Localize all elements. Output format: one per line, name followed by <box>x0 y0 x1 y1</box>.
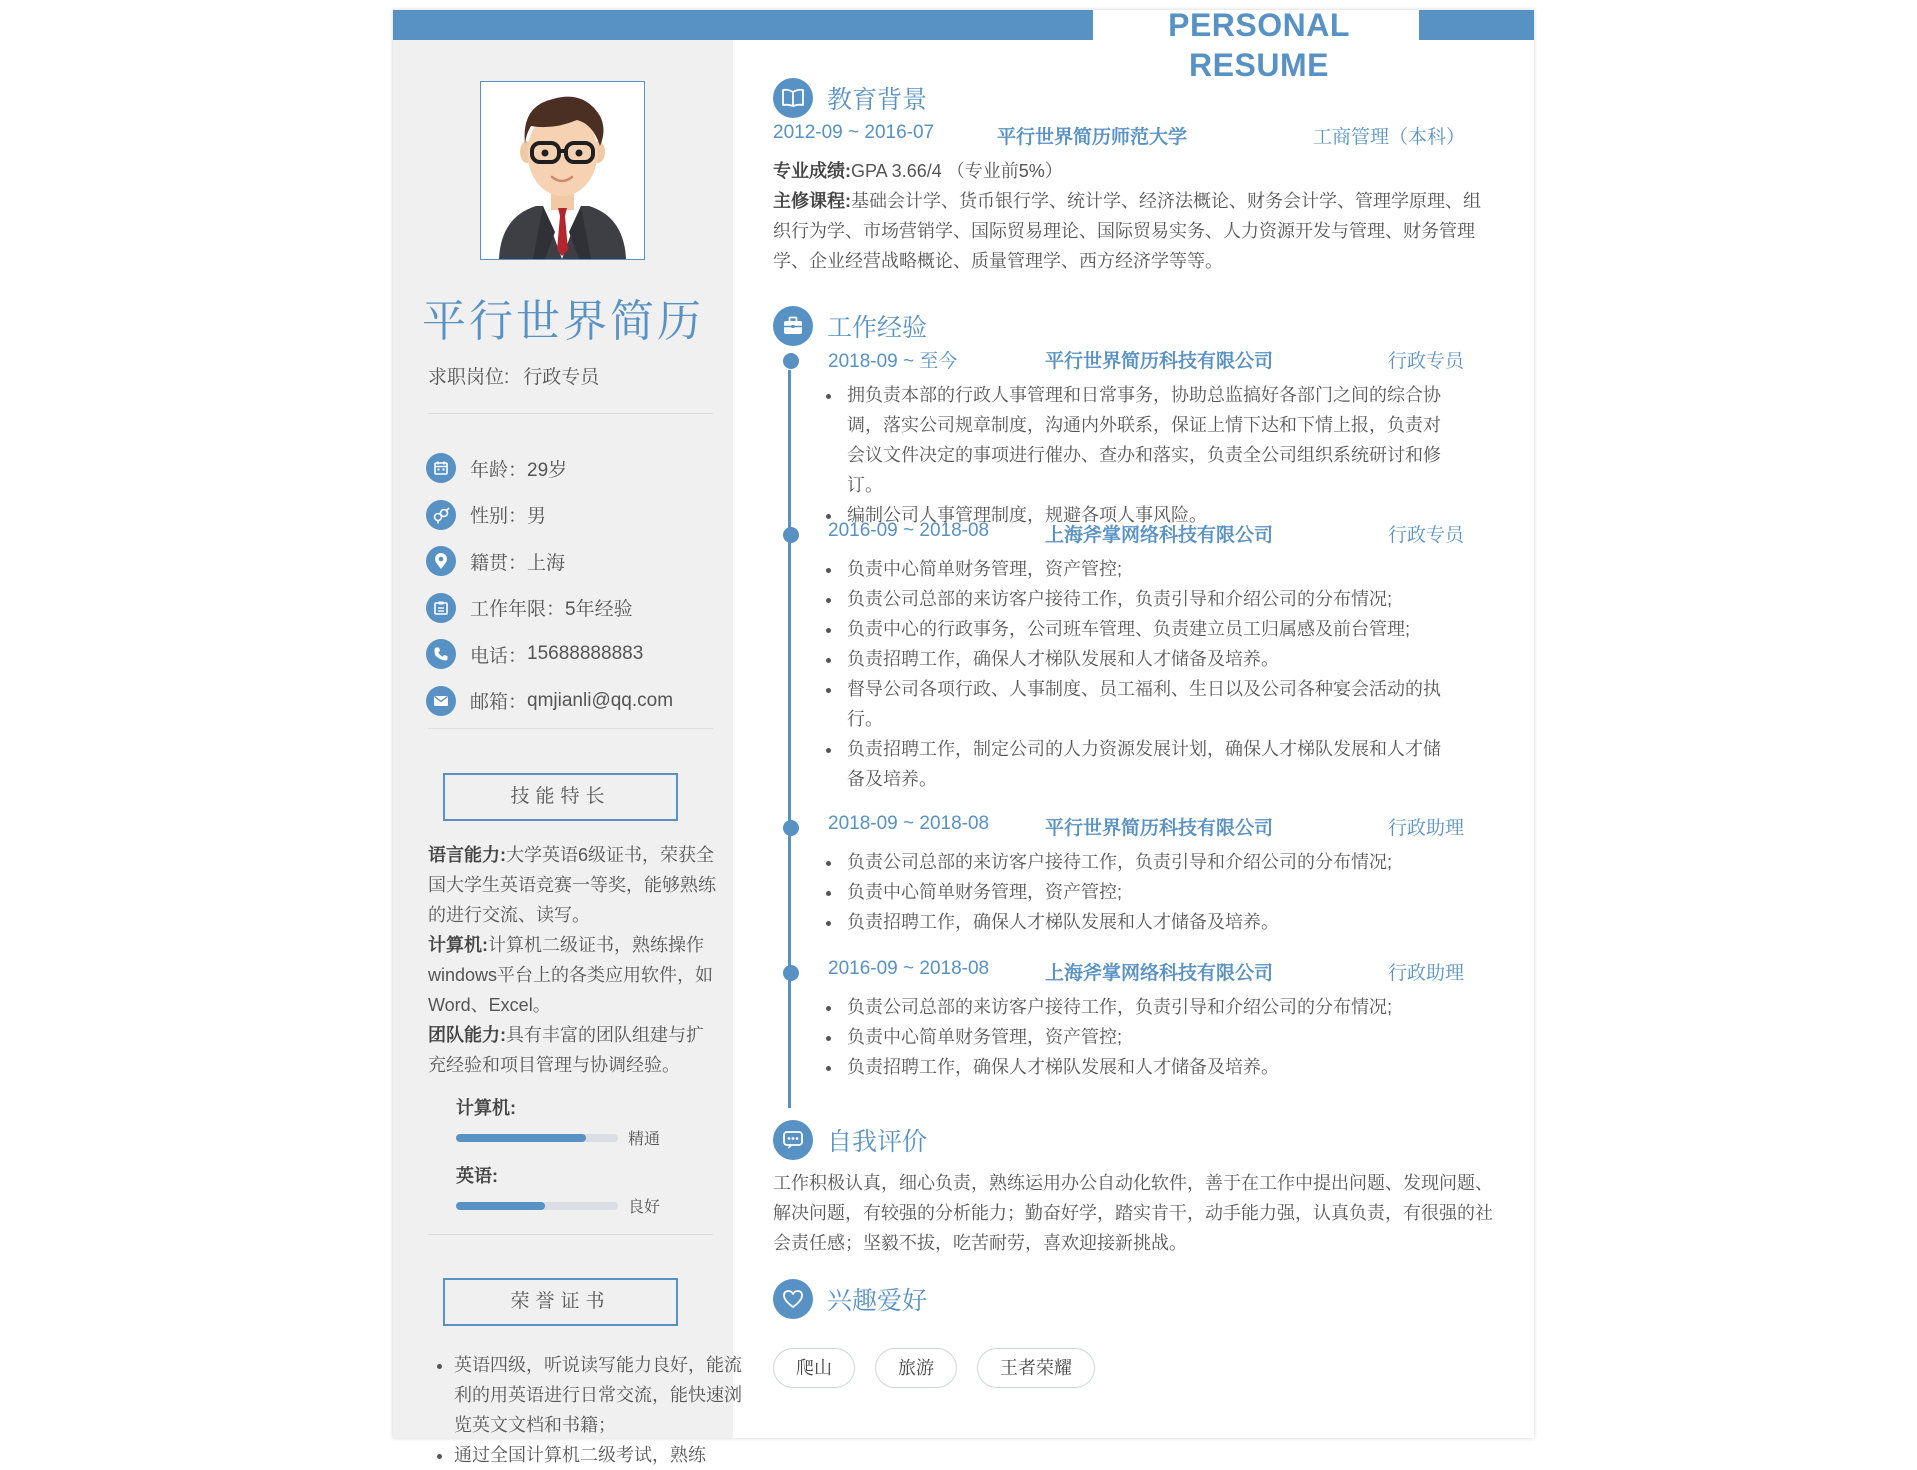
skill-bar-computer <box>456 1094 660 1149</box>
section-title: 工作经验 <box>827 314 928 342</box>
job-role: 行政专员 <box>1388 525 1465 546</box>
timeline-line <box>788 370 791 1108</box>
avatar-illustration <box>481 82 644 259</box>
skill-bar-level: 精通 <box>628 1131 661 1148</box>
job-header <box>828 346 1503 374</box>
job-role: 行政专员 <box>1388 351 1465 372</box>
job-objective <box>428 362 599 389</box>
job-duties <box>820 847 1453 937</box>
header-bar-left <box>393 10 1093 40</box>
info-gender <box>426 492 673 539</box>
job-period: 2016-09 ~ 2018-08 <box>828 520 990 541</box>
info-value: 上海 <box>527 552 566 574</box>
job-role: 行政助理 <box>1388 818 1465 839</box>
education-details <box>773 156 1493 276</box>
info-work-years <box>426 585 673 632</box>
skill-bar-english <box>456 1162 660 1217</box>
job-period: 2016-09 ~ 2018-08 <box>828 958 990 979</box>
skill-language: 语言能力:大学英语6级证书，荣获全国大学生英语竞赛一等奖，能够熟练的进行交流、读写。 <box>428 845 716 925</box>
list-item: • 负责中心简单财务管理，资产管控; <box>843 554 1453 584</box>
job-header <box>828 958 1503 986</box>
sidebar <box>393 40 742 1465</box>
calendar-icon <box>426 453 456 483</box>
list-item: • 负责招聘工作，确保人才梯队发展和人才储备及培养。 <box>843 907 1453 937</box>
job-company: 平行世界简历科技有限公司 <box>1045 818 1274 839</box>
candidate-name: 平行世界简历 <box>422 296 704 347</box>
work-years-icon <box>426 593 456 623</box>
info-age <box>426 445 673 492</box>
certificates-list <box>428 1350 746 1470</box>
avatar <box>480 81 645 260</box>
job-duties <box>820 992 1453 1082</box>
info-hometown <box>426 538 673 585</box>
list-item: • 英语四级，听说读写能力良好，能流利的用英语进行日常交流，能快速浏览英文文档和书籍； <box>454 1350 746 1440</box>
education-row <box>773 122 1493 150</box>
list-item: • 负责公司总部的来访客户接待工作，负责引导和介绍公司的分布情况; <box>843 992 1453 1022</box>
skill-bar-track <box>456 1202 618 1210</box>
list-item: • 负责中心简单财务管理，资产管控; <box>843 877 1453 907</box>
sidebar-divider <box>428 413 713 414</box>
location-pin-icon <box>426 546 456 576</box>
hobbies-heading <box>773 1279 927 1319</box>
job-header <box>828 520 1503 548</box>
timeline-dot <box>783 820 799 836</box>
section-title: 教育背景 <box>827 86 928 114</box>
education-score: 专业成绩:GPA 3.66/4 （专业前5%） <box>773 161 1063 181</box>
skill-bar-level: 良好 <box>628 1199 661 1216</box>
info-value: 29岁 <box>527 459 568 481</box>
education-courses: 主修课程:基础会计学、货币银行学、统计学、经济法概论、财务会计学、管理学原理、组织行为学、市场营销学、国际贸易理论、国际贸易实务、人力资源开发与管理、财务管理学、企业经营战略概论、质量管理学、西方经济学等等。 <box>773 191 1481 271</box>
info-key: 年龄 ： <box>470 455 527 482</box>
mail-icon <box>426 686 456 716</box>
info-value: qmjianli@qq.com <box>527 689 674 711</box>
education-period: 2012-09 ~ 2016-07 <box>773 122 935 143</box>
skills-heading: 技能特长 <box>443 773 678 821</box>
job-period: 2018-09 ~ 至今 <box>828 351 958 372</box>
header-title: PERSONAL RESUME <box>1168 7 1350 83</box>
book-icon <box>773 78 813 118</box>
info-key: 工作年限 ： <box>470 594 565 621</box>
timeline-dot <box>783 527 799 543</box>
hobby-tag: 王者荣耀 <box>977 1348 1095 1388</box>
sidebar-divider <box>428 1234 713 1235</box>
timeline-dot <box>783 353 799 369</box>
skill-bar-label: 英语: <box>456 1166 498 1186</box>
info-phone <box>426 631 673 678</box>
skill-bar-track <box>456 1134 618 1142</box>
job-role: 行政助理 <box>1388 963 1465 984</box>
job-duties <box>820 554 1453 794</box>
gender-icon <box>426 500 456 530</box>
list-item: • 负责中心的行政事务，公司班车管理、负责建立员工归属感及前台管理; <box>843 614 1453 644</box>
list-item: • 负责中心简单财务管理，资产管控; <box>843 1022 1453 1052</box>
heart-icon <box>773 1279 813 1319</box>
info-value: 15688888883 <box>527 643 644 665</box>
section-title: 兴趣爱好 <box>827 1287 928 1315</box>
sidebar-divider <box>428 728 713 729</box>
job-objective-label: 求职岗位: <box>428 367 510 388</box>
skill-bar-fill <box>456 1134 586 1142</box>
resume-page <box>393 7 1534 1465</box>
info-value: 男 <box>527 506 547 528</box>
job-duties <box>820 380 1453 530</box>
section-title: 自我评价 <box>827 1128 928 1156</box>
certificates-heading: 荣誉证书 <box>443 1278 678 1326</box>
list-item: • 拥负责本部的行政人事管理和日常事务，协助总监搞好各部门之间的综合协调，落实公司规章制度，沟通内外联系，保证上情下达和下情上报，负责对会议文件决定的事项进行催办、查办和落实，负责全公司组织系统研讨和修订。 <box>843 380 1453 500</box>
list-item: • 编制公司人事管理制度，规避各项人事风险。 <box>843 500 1453 530</box>
info-key: 电话 ： <box>470 641 527 668</box>
list-item: • 负责招聘工作，确保人才梯队发展和人才储备及培养。 <box>843 1052 1453 1082</box>
job-company: 上海斧掌网络科技有限公司 <box>1045 525 1274 546</box>
education-school: 平行世界简历师范大学 <box>997 127 1188 148</box>
job-header <box>828 813 1503 841</box>
list-item: • 负责公司总部的来访客户接待工作，负责引导和介绍公司的分布情况; <box>843 584 1453 614</box>
job-company: 上海斧掌网络科技有限公司 <box>1045 963 1274 984</box>
info-email <box>426 678 673 725</box>
experience-heading <box>773 306 927 346</box>
self-evaluation-heading <box>773 1120 927 1160</box>
job-period: 2018-09 ~ 2018-08 <box>828 813 990 834</box>
education-major: 工商管理（本科） <box>1313 127 1466 148</box>
info-value: 5年经验 <box>565 599 633 621</box>
hobby-tag: 旅游 <box>875 1348 957 1388</box>
skill-bar-label: 计算机: <box>456 1098 516 1118</box>
header-bar-right <box>1419 10 1534 40</box>
personal-info-list <box>426 445 673 724</box>
job-objective-value: 行政专员 <box>523 367 600 388</box>
timeline-dot <box>783 965 799 981</box>
list-item: • 负责公司总部的来访客户接待工作，负责引导和介绍公司的分布情况; <box>843 847 1453 877</box>
skill-bar-fill <box>456 1202 545 1210</box>
list-item: • 负责招聘工作，确保人才梯队发展和人才储备及培养。 <box>843 644 1453 674</box>
info-key: 籍贯 ： <box>470 548 527 575</box>
skill-computer: 计算机:计算机二级证书，熟练操作windows平台上的各类应用软件，如Word、Excel。 <box>428 935 714 1015</box>
hobby-tags <box>773 1348 1095 1388</box>
skills-description <box>428 840 718 1080</box>
info-key: 邮箱 ： <box>470 687 527 714</box>
briefcase-icon <box>773 306 813 346</box>
info-key: 性别 ： <box>470 501 527 528</box>
job-company: 平行世界简历科技有限公司 <box>1045 351 1274 372</box>
education-heading <box>773 78 927 118</box>
list-item: • 通过全国计算机二级考试，熟练 <box>454 1440 746 1470</box>
list-item: • 督导公司各项行政、人事制度、员工福利、生日以及公司各种宴会活动的执行。 <box>843 674 1453 734</box>
phone-icon <box>426 639 456 669</box>
self-evaluation-text: 工作积极认真，细心负责，熟练运用办公自动化软件，善于在工作中提出问题、发现问题、解决问题，有较强的分析能力；勤奋好学，踏实肯干，动手能力强，认真负责，有很强的社会责任感；坚毅不拔，吃苦耐劳，喜欢迎接新挑战。 <box>773 1173 1493 1253</box>
skill-team: 团队能力:具有丰富的团队组建与扩充经验和项目管理与协调经验。 <box>428 1025 704 1075</box>
chat-bubble-icon <box>773 1120 813 1160</box>
list-item: • 负责招聘工作，制定公司的人力资源发展计划，确保人才梯队发展和人才储备及培养。 <box>843 734 1453 794</box>
hobby-tag: 爬山 <box>773 1348 855 1388</box>
